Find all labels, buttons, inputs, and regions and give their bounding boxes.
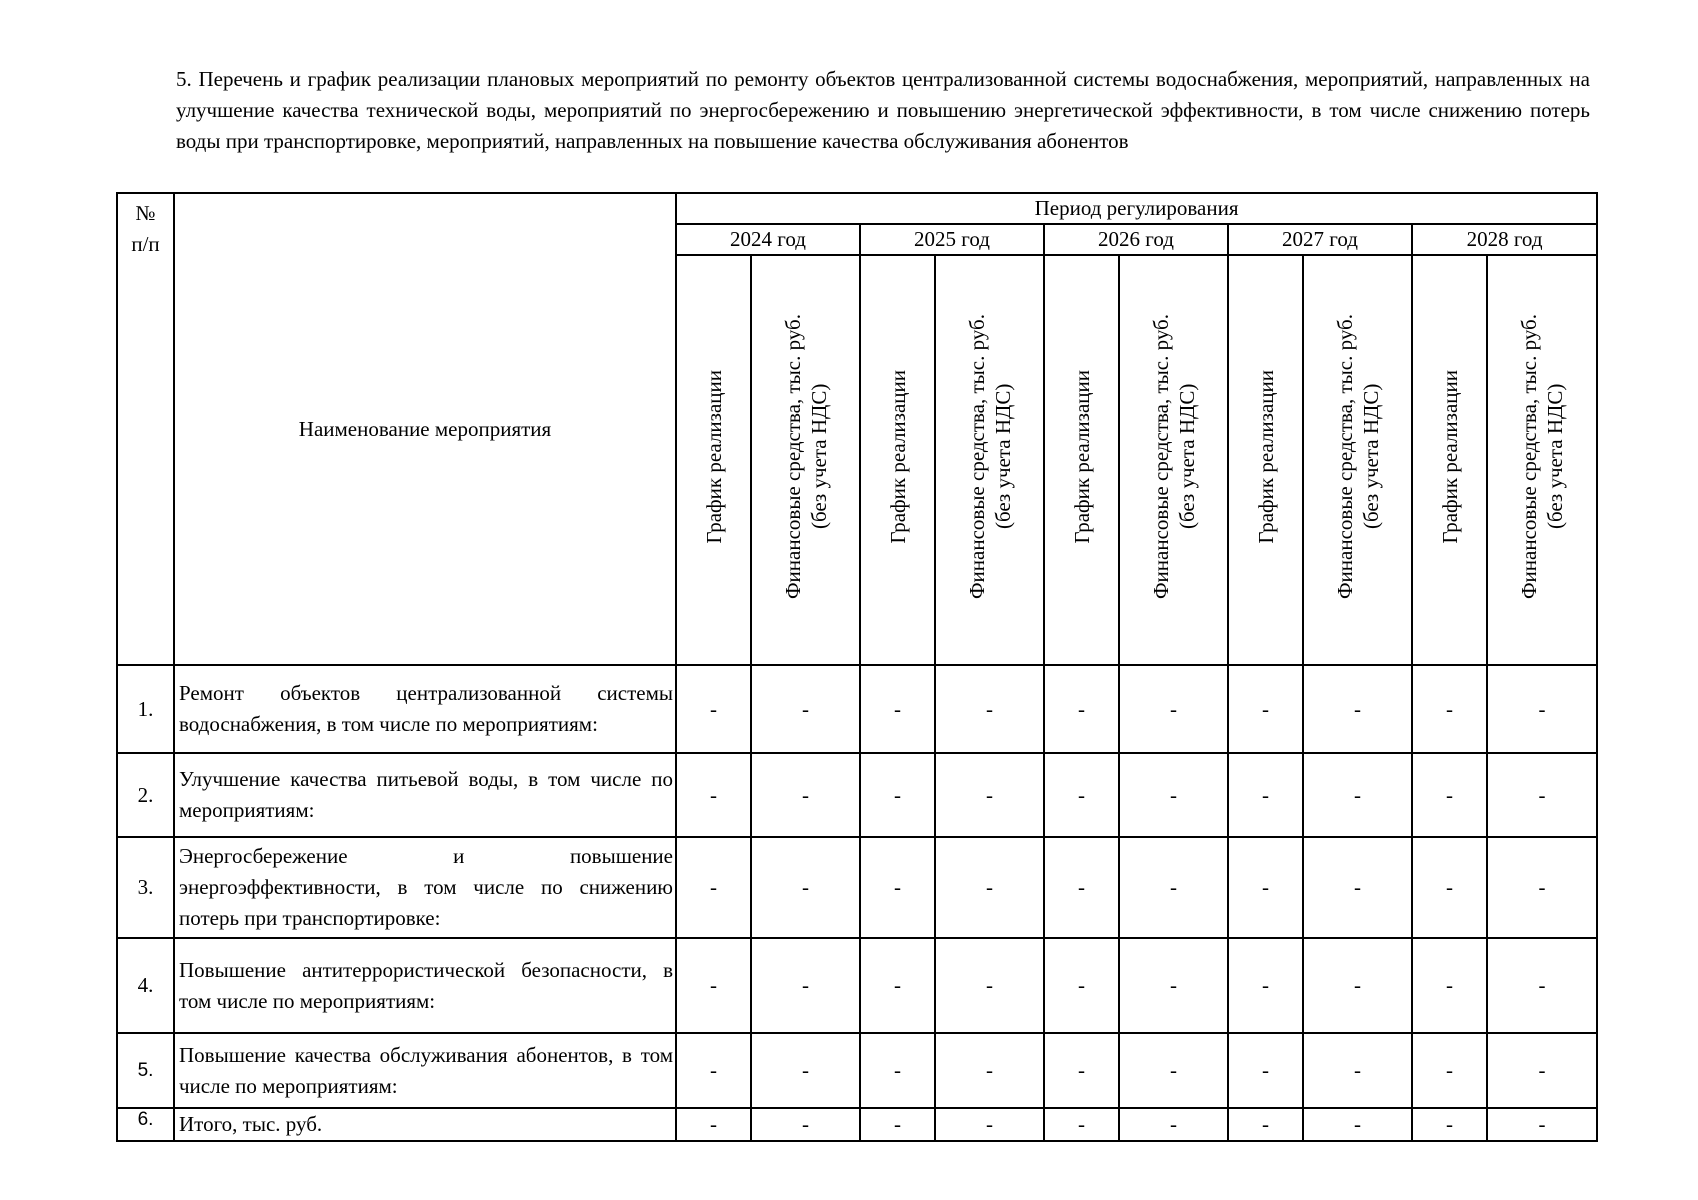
finance-subheader xyxy=(935,255,1044,665)
finance-cell: - xyxy=(1119,837,1228,938)
schedule-cell: - xyxy=(676,1033,751,1108)
year-header: 2028 год xyxy=(1412,224,1597,255)
finance-cell: - xyxy=(1303,753,1412,837)
finance-cell: - xyxy=(935,938,1044,1033)
schedule-label: График реализации xyxy=(1253,370,1278,544)
finance-cell: - xyxy=(935,837,1044,938)
finance-label xyxy=(780,314,832,599)
schedule-cell: - xyxy=(676,753,751,837)
finance-cell: - xyxy=(751,753,860,837)
finance-cell: - xyxy=(751,1108,860,1141)
schedule-cell: - xyxy=(1044,1033,1119,1108)
schedule-cell: - xyxy=(860,1108,935,1141)
finance-label-line1: Финансовые средства, тыс. руб. xyxy=(1148,314,1173,600)
activity-name: Итого, тыс. руб. xyxy=(174,1108,676,1141)
table-row xyxy=(117,938,1597,1033)
schedule-subheader xyxy=(1044,255,1119,665)
finance-label-line2: (без учета НДС) xyxy=(806,384,831,530)
finance-cell: - xyxy=(1303,837,1412,938)
row-number: 6. xyxy=(117,1108,174,1141)
schedule-cell: - xyxy=(1044,837,1119,938)
year-header: 2025 год xyxy=(860,224,1044,255)
finance-label-line2: (без учета НДС) xyxy=(990,384,1015,530)
table-row xyxy=(117,837,1597,938)
schedule-cell: - xyxy=(676,938,751,1033)
finance-cell: - xyxy=(1487,837,1597,938)
table-row xyxy=(117,665,1597,753)
table-row xyxy=(117,1033,1597,1108)
schedule-cell: - xyxy=(676,665,751,753)
activity-name-header: Наименование мероприятия xyxy=(174,193,676,665)
row-number: 4. xyxy=(117,938,174,1033)
schedule-cell: - xyxy=(1228,753,1303,837)
schedule-subheader xyxy=(1228,255,1303,665)
schedule-label: График реализации xyxy=(885,370,910,544)
schedule-cell: - xyxy=(1412,665,1487,753)
finance-cell: - xyxy=(1487,753,1597,837)
finance-cell: - xyxy=(935,1033,1044,1108)
number-sign: № xyxy=(135,201,156,225)
schedule-cell: - xyxy=(860,837,935,938)
finance-label-line1: Финансовые средства, тыс. руб. xyxy=(780,314,805,600)
schedule-cell: - xyxy=(676,837,751,938)
finance-cell: - xyxy=(935,753,1044,837)
finance-cell: - xyxy=(1119,1108,1228,1141)
finance-label-line2: (без учета НДС) xyxy=(1543,384,1568,530)
activity-name: Повышение качества обслуживания абонентов, в том числе по мероприятиям: xyxy=(174,1033,676,1108)
finance-cell: - xyxy=(1303,1033,1412,1108)
pp-label: п/п xyxy=(131,232,160,256)
schedule-cell: - xyxy=(860,1033,935,1108)
finance-cell: - xyxy=(751,837,860,938)
schedule-cell: - xyxy=(860,665,935,753)
finance-cell: - xyxy=(1303,665,1412,753)
schedule-subheader xyxy=(1412,255,1487,665)
finance-label xyxy=(1148,314,1200,599)
schedule-cell: - xyxy=(860,753,935,837)
activity-name: Энергосбережение и повышение энергоэффективности, в том числе по снижению потерь при транспортировке: xyxy=(174,837,676,938)
schedule-cell: - xyxy=(1228,837,1303,938)
row-number: 3. xyxy=(117,837,174,938)
finance-subheader xyxy=(1303,255,1412,665)
row-number: 5. xyxy=(117,1033,174,1108)
schedule-label: График реализации xyxy=(1069,370,1094,544)
schedule-cell: - xyxy=(1412,1033,1487,1108)
finance-label-line2: (без учета НДС) xyxy=(1358,384,1383,530)
schedule-cell: - xyxy=(1044,1108,1119,1141)
finance-label-line1: Финансовые средства, тыс. руб. xyxy=(1332,314,1357,600)
finance-subheader xyxy=(1487,255,1597,665)
finance-cell: - xyxy=(1487,1033,1597,1108)
schedule-cell: - xyxy=(1044,938,1119,1033)
finance-cell: - xyxy=(1487,938,1597,1033)
year-header: 2027 год xyxy=(1228,224,1412,255)
year-header: 2024 год xyxy=(676,224,860,255)
finance-cell: - xyxy=(935,1108,1044,1141)
finance-cell: - xyxy=(1119,665,1228,753)
finance-cell: - xyxy=(1119,1033,1228,1108)
finance-label xyxy=(964,314,1016,599)
schedule-cell: - xyxy=(860,938,935,1033)
finance-cell: - xyxy=(1119,938,1228,1033)
finance-subheader xyxy=(751,255,860,665)
schedule-subheader xyxy=(676,255,751,665)
finance-cell: - xyxy=(751,665,860,753)
finance-cell: - xyxy=(1119,753,1228,837)
finance-label-line2: (без учета НДС) xyxy=(1174,384,1199,530)
schedule-cell: - xyxy=(1228,1108,1303,1141)
schedule-cell: - xyxy=(1412,1108,1487,1141)
schedule-cell: - xyxy=(1228,938,1303,1033)
regulation-period-header: Период регулирования xyxy=(676,193,1597,224)
finance-cell: - xyxy=(1303,938,1412,1033)
table-row xyxy=(117,753,1597,837)
finance-subheader xyxy=(1119,255,1228,665)
finance-cell: - xyxy=(751,938,860,1033)
finance-label-line1: Финансовые средства, тыс. руб. xyxy=(964,314,989,600)
schedule-subheader xyxy=(860,255,935,665)
table-row xyxy=(117,1108,1597,1141)
row-number: 1. xyxy=(117,665,174,753)
schedule-cell: - xyxy=(676,1108,751,1141)
section-heading: 5. Перечень и график реализации плановых мероприятий по ремонту объектов централизованной системы водоснабжения, мероприятий, направленных на улучшение качества технической воды, мероприятий по энергосбережению и повышению энергетической эффективности, в том числе снижению потерь воды при транспортировке, мероприятий, направленных на повышение качества обслуживания абонентов xyxy=(176,67,1590,153)
year-header: 2026 год xyxy=(1044,224,1228,255)
schedule-label: График реализации xyxy=(1437,370,1462,544)
row-number-header xyxy=(117,193,174,665)
row-number: 2. xyxy=(117,753,174,837)
activity-name: Ремонт объектов централизованной системы водоснабжения, в том числе по мероприятиям: xyxy=(174,665,676,753)
finance-label xyxy=(1332,314,1384,599)
activity-name: Повышение антитеррористической безопасности, в том числе по мероприятиям: xyxy=(174,938,676,1033)
schedule-label: График реализации xyxy=(701,370,726,544)
finance-cell: - xyxy=(751,1033,860,1108)
finance-label-line1: Финансовые средства, тыс. руб. xyxy=(1517,314,1542,600)
schedule-cell: - xyxy=(1412,938,1487,1033)
finance-cell: - xyxy=(935,665,1044,753)
activities-table xyxy=(116,192,1598,1142)
finance-cell: - xyxy=(1487,665,1597,753)
schedule-cell: - xyxy=(1228,665,1303,753)
schedule-cell: - xyxy=(1412,753,1487,837)
finance-label xyxy=(1516,314,1568,599)
schedule-cell: - xyxy=(1412,837,1487,938)
schedule-cell: - xyxy=(1228,1033,1303,1108)
schedule-cell: - xyxy=(1044,665,1119,753)
activity-name: Улучшение качества питьевой воды, в том числе по мероприятиям: xyxy=(174,753,676,837)
schedule-cell: - xyxy=(1044,753,1119,837)
finance-cell: - xyxy=(1487,1108,1597,1141)
finance-cell: - xyxy=(1303,1108,1412,1141)
